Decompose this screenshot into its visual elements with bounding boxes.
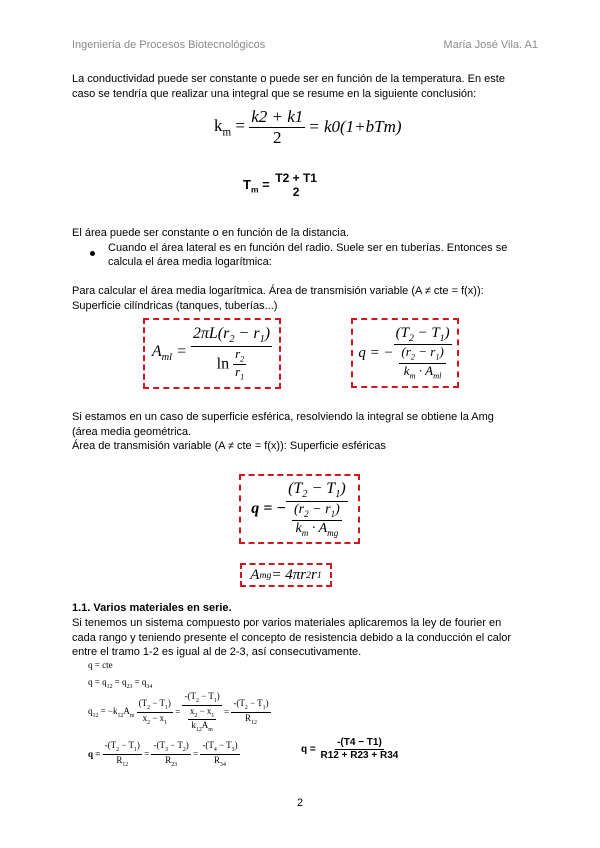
section-paragraph: Si tenemos un sistema compuesto por varios materiales aplicaremos la ley de fourier en cada rango y teniendo presente el concepto de resistencia debido a la conducción el calor entre el tramo 1-2 es igual al de 2-3, así consecutivamente. bbox=[72, 617, 512, 658]
q-cyl-numerator: $(T_2 - T_1)$ bbox=[395, 325, 450, 345]
aml-lhs: $A_{ml}$ = bbox=[151, 343, 191, 364]
eq-q-constant: q = cte bbox=[88, 660, 113, 670]
eq-q12: $q_{12} = -k_{12}A_m$ $\frac{(T_2 - T_1)}{x_2 - x_1}$ = $\frac{-(T_2 - T_1)}{\frac{x_2 - x_1}{k_{12}A_m}}$ = $\frac{-(T_2 - T_1)}{R_{12}}$ bbox=[88, 691, 269, 733]
equation-tm bbox=[243, 172, 319, 200]
q-sph-fraction: $\frac{(T_2 - T_1)}{\frac{(r_2 - r_1)}{k_m \cdot A_{mg}}}$ bbox=[288, 480, 346, 538]
final-numerator: -(T4 − T1) bbox=[337, 737, 382, 748]
page-number: 2 bbox=[296, 797, 304, 809]
aml-numerator: $2\pi L(r_2 - r_1)$ bbox=[192, 324, 271, 345]
amg-formula-box: A mg = 4πr 2 r 1 bbox=[240, 563, 332, 587]
equation-km bbox=[214, 107, 402, 147]
header-title: Ingeniería de Procesos Biotecnológicos bbox=[72, 39, 266, 51]
tm-denominator: 2 bbox=[292, 184, 300, 199]
aml-denominator: ln $\frac{r_2}{r_1}$ bbox=[216, 345, 245, 382]
km-rhs: = k0(1+bTm) bbox=[308, 117, 402, 137]
eq-q-final: q = $\frac{-(T4 - T1)}{R12 + R23 + R34}$ bbox=[301, 737, 399, 761]
q-cyl-lhs: q = − bbox=[358, 344, 394, 361]
tm-fraction bbox=[273, 172, 319, 200]
q-sph-lhs: q = − bbox=[251, 500, 287, 517]
q-cyl-fraction: $\frac{(T_2 - T_1)}{\frac{(r_2 - r_1)}{k_m \cdot A_{ml}}}$ bbox=[395, 325, 450, 381]
q-sph-numerator: $(T_2 - T_1)$ bbox=[288, 480, 346, 501]
area-line: El área puede ser constante o en función de la distancia. bbox=[72, 227, 350, 239]
km-denominator: 2 bbox=[272, 127, 282, 147]
header-author: María José Vila. A1 bbox=[443, 39, 538, 51]
intro-paragraph: La conductividad puede ser constante o puede ser en función de la temperatura. En este caso se tendría que realizar una integral que se resume en la siguiente conclusión: bbox=[72, 73, 505, 100]
eq-q-chain: q = $\frac{-(T_2 - T_1)}{R_{12}}$ = $\frac{-(T_3 - T_2)}{R_{23}}$ = $\frac{-(T_4 - T_3)}{R_{34}}$ bbox=[88, 740, 238, 768]
cylindrical-paragraph: Para calcular el área media logarítmica. Área de transmisión variable (A ≠ cte = f(x)): Superficie cilíndricas (tanques, tuberías...) bbox=[72, 285, 484, 312]
km-fraction bbox=[249, 107, 305, 147]
bullet-icon bbox=[90, 251, 95, 256]
tm-numerator: T2 + T1 bbox=[275, 171, 317, 185]
spherical-paragraph: Si estamos en un caso de superficie esférica, resolviendo la integral se obtiene la Amg (área media geométrica. Área de transmisión variable (A ≠ cte = f(x)): Superficie esféricas bbox=[72, 411, 494, 452]
q-sphere-box bbox=[239, 474, 360, 544]
km-lhs: $k_m$ = bbox=[214, 115, 250, 139]
aml-fraction bbox=[191, 325, 272, 383]
aml-formula-box bbox=[143, 318, 281, 389]
area-paragraph bbox=[72, 226, 532, 270]
km-numerator: k2 + k1 bbox=[251, 107, 304, 126]
q-cylinder-box bbox=[351, 318, 459, 388]
bullet-item: Cuando el área lateral es en función del radio. Suele ser en tuberías. Entonces se calcula el área media logarítmica: bbox=[72, 241, 532, 270]
final-denominator: R12 + R23 + R34 bbox=[320, 749, 399, 761]
tm-lhs: $T_m$ = bbox=[243, 177, 274, 195]
eq-q-equal: $q = q_{12} = q_{23} = q_{34}$ bbox=[88, 677, 153, 690]
section-title: 1.1. Varios materiales en serie. bbox=[72, 602, 232, 614]
